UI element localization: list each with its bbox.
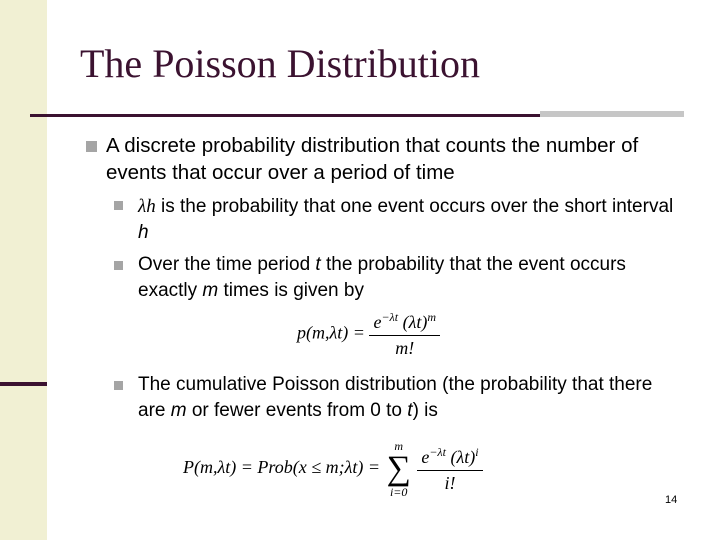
sub-bullet-time-period [138,252,678,304]
var-m: m [202,280,219,301]
left-decorative-band [0,0,47,540]
formula-denominator: i! [444,472,456,493]
formula-lhs: P(m,λt) = Prob(x ≤ m;λt) = [183,457,381,478]
formula-lhs: p(m,λt) = [297,322,365,343]
slide-title: The Poisson Distribution [80,41,481,86]
var-t: t [407,400,413,421]
poisson-cdf-formula [183,440,483,498]
text-segment: times is given by [218,280,364,301]
formula-numerator [417,445,482,471]
bullet-square-icon [114,201,123,210]
num-base: e [421,446,430,467]
formula-fraction [417,445,482,494]
num-base: e [373,312,382,332]
text-segment: the probability that the event occurs exactly [138,254,626,301]
summation-icon [387,440,411,498]
sum-upper-limit: m [394,439,404,453]
lambda-symbol: λ [138,196,147,217]
num-exponent: −λt [381,310,399,324]
num-exponent: m [427,310,437,324]
text-segment: or fewer events from 0 to [186,400,408,421]
num-exponent: i [475,444,479,459]
sub-bullet-cumulative [138,372,678,424]
text-segment: The cumulative Poisson distribution (the probability that there are [138,374,653,421]
var-m: m [170,400,187,421]
bullet-square-icon [114,381,123,390]
sum-symbol: ∑ [386,450,411,487]
formula-numerator [369,310,440,336]
bullet-square-icon [114,261,123,270]
var-t: t [315,254,321,275]
sub-bullet-lambda [138,194,678,246]
bullet-square-icon [86,141,97,152]
sub-bullet-lambda-text: is the probability that one event occurs over the short interval [155,196,674,217]
formula-fraction [369,310,440,359]
text-segment: ) is [412,400,438,421]
var-h: h [146,196,156,217]
bullet-main: A discrete probability distribution that counts the number of events that occur over a period of time [106,134,639,184]
poisson-pmf-formula [297,310,440,359]
title-rule [30,114,540,117]
num-exponent: −λt [429,444,446,459]
var-h: h [138,222,149,243]
formula-denominator: m! [395,338,415,358]
page-number: 14 [665,494,678,506]
text-segment: Over the time period [138,254,316,275]
title-rule-accent [540,111,684,117]
num-mid: (λt) [445,446,476,467]
left-accent-bar [0,382,47,386]
num-mid: (λt) [398,312,428,332]
sum-lower-limit: i=0 [389,485,408,499]
